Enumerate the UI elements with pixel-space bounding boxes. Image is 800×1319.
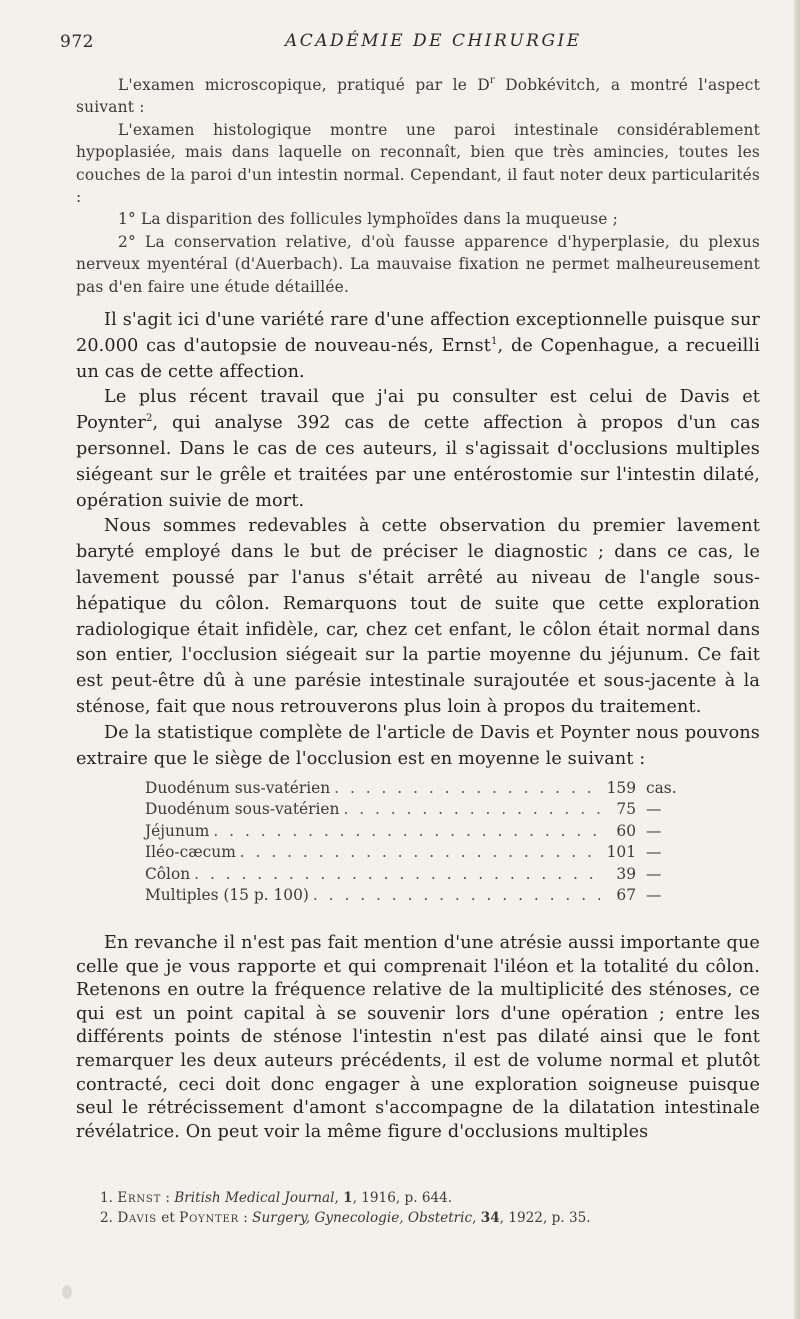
report-paragraph: L'examen histologique montre une paroi intestinale considérablement hypoplasiée, mais dans laquelle on reconnaît, bien que très amincies, toutes les couches de la paroi d'un intestin normal. Cependant, il faut noter deux particularités :: [76, 120, 760, 207]
statistics-unit: —: [646, 843, 662, 862]
statistics-unit: —: [646, 800, 662, 819]
page-edge: [794, 0, 800, 1319]
body-paragraph: Nous sommes redevables à cette observation du premier lavement baryté employé dans le but de préciser le diagnostic ; dans ce cas, le lavement poussé par l'anus s'était arrêté au niveau de l'angle sous-hépatique du côlon. Remarquons tout de suite que cette exploration radiologique était infidèle, car, chez cet enfant, le côlon était normal dans son entier, l'occlusion siégeait sur la partie moyenne du jéjunum. Ce fait est peut-être dû à une parésie intestinale surajoutée et sous-jacente à la sténose, fait que nous retrouverons plus loin à propos du traitement.: [76, 516, 760, 717]
statistics-row: [145, 799, 690, 820]
main-text: [76, 308, 760, 772]
statistics-label: Jéjunum: [145, 821, 210, 840]
statistics-value: 39: [616, 864, 636, 883]
leader-dots: [343, 799, 600, 820]
leader-dots: [334, 778, 600, 799]
statistics-row: [145, 864, 690, 885]
body-paragraph: En revanche il n'est pas fait mention d'une atrésie aussi importante que celle que je vous rapporte et qui comprenait l'iléon et la totalité du côlon. Retenons en outre la fréquence relative de la multiplicité des sténoses, ce qui est un point capital à se souvenir lors d'une opération ; entre les différents points de sténose l'intestin n'est pas dilaté ainsi que le font remarquer les deux auteurs précédents, il est de volume normal et plutôt contracté, ceci doit donc engager à une exploration soigneuse puisque seul le rétrécissement d'amont s'accompagne de la dilatation intestinale révélatrice. On peut voir la même figure d'occlusions multiples: [76, 933, 760, 1142]
running-title: ACADÉMIE DE CHIRURGIE: [285, 31, 582, 51]
report-list-item: 1° La disparition des follicules lymphoïdes dans la muqueuse ;: [118, 210, 619, 229]
leader-dots: [240, 842, 600, 863]
body-paragraph: Le plus récent travail que j'ai pu consulter est celui de Davis et Poynter$^2$, qui analyse 392 cas de cette affection à propos d'un cas personnel. Dans le cas de ces auteurs, il s'agissait d'occlusions multiples siégeant sur le grêle et traitées par une entérostomie sur l'intestin dilaté, opération suivie de mort.: [76, 387, 760, 511]
report-paragraph: L'examen microscopique, pratiqué par le $D^r$ Dobkévitch, a montré l'aspect suivant :: [76, 75, 760, 117]
statistics-value: 67: [616, 885, 636, 904]
statistics-value: 75: [616, 800, 636, 819]
page-header: [60, 28, 760, 56]
body-paragraph: Il s'agit ici d'une variété rare d'une affection exceptionnelle puisque sur 20.000 cas d'autopsie de nouveau-nés, Ernst$^1$, de Copenhague, a recueilli un cas de cette affection.: [76, 310, 760, 382]
statistics-value: 159: [606, 779, 636, 797]
statistics-unit: —: [646, 821, 662, 840]
footnote: 2. Davis et Poynter : Surgery, Gynecologie, Obstetric, 34, 1922, p. 35.: [100, 1210, 591, 1226]
statistics-row: [145, 821, 690, 842]
footnote-ref: 2: [145, 413, 153, 425]
report-list-item: 2° La conservation relative, d'où fausse apparence d'hyperplasie, du plexus nerveux myentéral (d'Auerbach). La mauvaise fixation ne permet malheureusement pas d'en faire une étude détaillée.: [76, 232, 760, 296]
occlusion-statistics-table: [145, 778, 690, 906]
statistics-label: Côlon: [145, 864, 191, 883]
footnotes: [100, 1188, 760, 1228]
footnote: 1. Ernst : British Medical Journal, 1, 1916, p. 644.: [100, 1190, 453, 1206]
statistics-unit: —: [646, 885, 662, 904]
statistics-value: 101: [606, 843, 636, 862]
superscript: r: [489, 75, 495, 86]
statistics-label: Duodénum sous-vatérien: [145, 800, 340, 819]
leader-dots: [213, 821, 600, 842]
statistics-row: [145, 842, 690, 863]
page-number: 972: [60, 32, 94, 52]
body-paragraph: De la statistique complète de l'article de Davis et Poynter nous pouvons extraire que le siège de l'occlusion est en moyenne le suivant :: [76, 722, 760, 769]
histology-report: [76, 74, 760, 298]
leader-dots: [194, 864, 600, 885]
statistics-value: 60: [616, 821, 636, 840]
statistics-label: Multiples (15 p. 100): [145, 885, 309, 904]
statistics-unit: cas.: [646, 779, 677, 797]
footnote-ref: 1: [491, 335, 498, 347]
leader-dots: [313, 885, 600, 906]
paper-smudge: [62, 1285, 72, 1299]
statistics-label: Duodénum sus-vatérien: [145, 779, 331, 797]
statistics-unit: —: [646, 864, 662, 883]
main-text-continued: [76, 932, 760, 1144]
statistics-row: [145, 778, 690, 799]
statistics-label: Iléo-cæcum: [145, 843, 236, 862]
statistics-row: [145, 885, 690, 906]
